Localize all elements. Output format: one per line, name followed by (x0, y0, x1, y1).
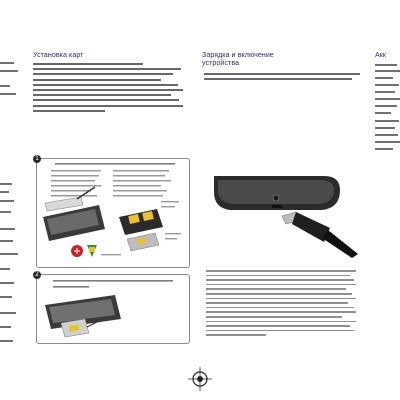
edge-text-line (375, 141, 400, 143)
edge-text-line (375, 120, 399, 122)
edge-text-line (0, 253, 18, 255)
figure-panel-step2 (35, 271, 190, 344)
edge-text-line (375, 70, 400, 72)
edge-text-line (0, 282, 14, 284)
text-line (33, 68, 181, 70)
text-line (206, 321, 356, 323)
edge-text-line (375, 91, 395, 93)
text-line (33, 79, 161, 81)
edge-text-line (375, 148, 393, 150)
text-line (33, 94, 171, 96)
edge-text-line (0, 93, 16, 95)
edge-text-line (375, 112, 391, 114)
text-line (206, 330, 354, 332)
edge-text-line (0, 228, 15, 230)
edge-text-line (375, 77, 393, 79)
charging-heading-line2: устройства (202, 60, 240, 67)
install-cards-heading: Установка карт (33, 52, 84, 59)
edge-text-line (0, 183, 12, 185)
edge-text-line (0, 240, 13, 242)
text-line (204, 78, 352, 80)
device-charging-illustration (212, 168, 362, 258)
edge-text-line (0, 200, 14, 202)
text-line (206, 316, 342, 318)
edge-text-line (375, 105, 397, 107)
text-line (206, 325, 350, 327)
charging-heading-line1: Зарядка и включение (202, 52, 274, 59)
edge-text-line (0, 312, 16, 314)
edge-text-line (375, 134, 398, 136)
edge-text-line (375, 127, 395, 129)
text-line (33, 89, 183, 91)
text-line (206, 284, 356, 286)
edge-text-line (0, 70, 18, 72)
edge-text-line (375, 84, 399, 86)
edge-text-line (0, 326, 11, 328)
memory-card-install-illustration (37, 275, 189, 343)
text-line (206, 334, 266, 336)
text-line (206, 275, 350, 277)
text-line (206, 298, 356, 300)
right-column-heading: Акк (375, 52, 387, 59)
sim-card-install-illustration (37, 159, 189, 267)
edge-text-line (0, 62, 14, 64)
text-line (33, 110, 105, 112)
text-line (33, 99, 179, 101)
right-edge-column (375, 0, 400, 400)
text-line (206, 307, 354, 309)
charging-body-text (204, 73, 362, 83)
text-line (206, 311, 356, 313)
text-line (33, 63, 143, 65)
edge-text-line (0, 296, 12, 298)
text-line (206, 302, 348, 304)
charging-notes-text (206, 270, 358, 339)
edge-text-line (375, 98, 400, 100)
text-line (204, 73, 360, 75)
text-line (206, 288, 346, 290)
text-line (206, 279, 354, 281)
edge-text-line (0, 191, 9, 193)
edge-text-line (0, 340, 13, 342)
left-edge-column (0, 0, 22, 400)
edge-text-line (375, 64, 397, 66)
step-2-badge: 2 (33, 271, 41, 279)
edge-text-line (0, 211, 11, 213)
install-cards-column (33, 0, 185, 400)
registration-mark-icon (188, 367, 212, 391)
install-body-text (33, 63, 185, 115)
text-line (206, 270, 356, 272)
edge-text-line (0, 85, 10, 87)
step-1-badge: 1 (33, 155, 41, 163)
edge-text-line (0, 268, 10, 270)
text-line (33, 73, 173, 75)
text-line (206, 293, 352, 295)
charging-column (202, 0, 362, 400)
text-line (33, 84, 178, 86)
figure-panel-step1 (35, 155, 190, 268)
text-line (33, 105, 183, 107)
